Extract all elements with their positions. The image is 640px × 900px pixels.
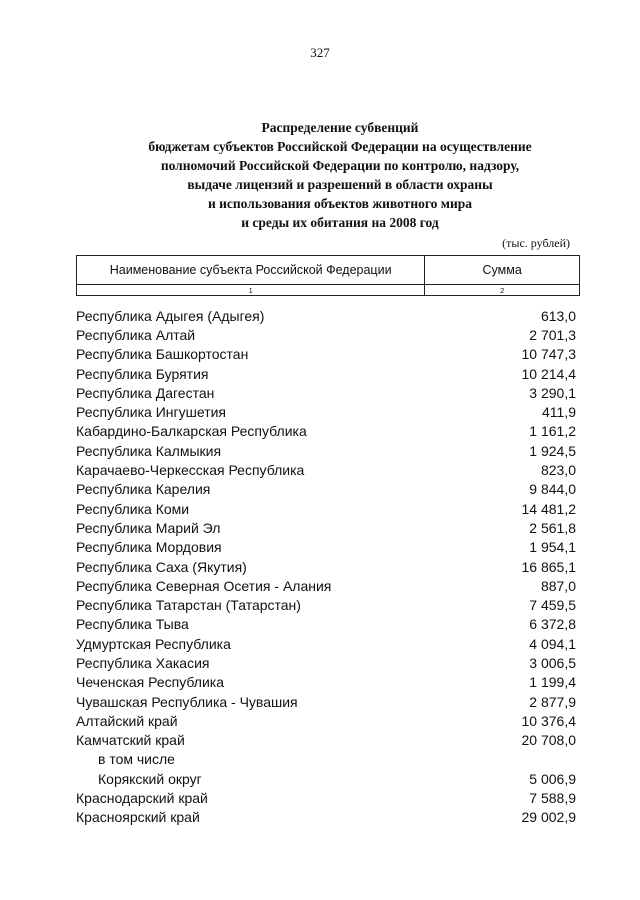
subvention-amount: 14 481,2 — [521, 500, 576, 517]
table-row — [76, 306, 580, 325]
region-name: Республика Тыва — [76, 616, 189, 633]
region-name: Республика Коми — [76, 500, 190, 517]
table-row — [76, 692, 580, 711]
table-row — [76, 538, 580, 557]
table-row — [76, 345, 580, 364]
region-name: Республика Татарстан (Татарстан) — [76, 597, 301, 614]
region-name: Республика Хакасия — [76, 654, 210, 671]
column-number-1: 1 — [77, 285, 425, 296]
table-row — [76, 769, 580, 788]
table-row — [76, 518, 580, 537]
region-name: Республика Ингушетия — [76, 404, 227, 421]
table-header — [76, 255, 580, 296]
table-row — [76, 653, 580, 672]
region-name: Республика Дагестан — [76, 384, 215, 401]
region-name: Кабардино-Балкарская Республика — [76, 423, 307, 440]
region-name: Чувашская Республика - Чувашия — [76, 693, 298, 710]
document-title — [70, 118, 610, 232]
subvention-amount: 4 094,1 — [529, 635, 576, 652]
subvention-amount: 10 747,3 — [521, 346, 576, 363]
title-line: и среды их обитания на 2008 год — [241, 215, 439, 230]
subvention-amount: 10 214,4 — [521, 365, 576, 382]
table-row — [76, 731, 580, 750]
region-name: Республика Калмыкия — [76, 442, 222, 459]
region-name: Республика Северная Осетия - Алания — [76, 577, 332, 594]
subvention-amount: 6 372,8 — [529, 616, 576, 633]
region-name: Чеченская Республика — [76, 674, 224, 691]
region-name: Краснодарский край — [76, 790, 208, 807]
region-name: Республика Мордовия — [76, 539, 222, 556]
subvention-amount: 10 376,4 — [521, 712, 576, 729]
title-line: и использования объектов животного мира — [207, 196, 472, 211]
region-name: Республика Адыгея (Адыгея) — [76, 307, 265, 324]
table-row — [76, 750, 580, 769]
subvention-amount: 2 561,8 — [529, 519, 576, 536]
table-row — [76, 460, 580, 479]
subvention-amount: 887,0 — [540, 577, 576, 594]
subvention-amount: 7 459,5 — [529, 597, 576, 614]
subvention-amount: 1 161,2 — [529, 423, 576, 440]
units-label: (тыс. рублей) — [502, 236, 570, 250]
region-name: Удмуртская Республика — [76, 635, 231, 652]
subvention-amount: 16 865,1 — [521, 558, 576, 575]
table-row — [76, 711, 580, 730]
region-name: Камчатский край — [76, 732, 185, 749]
subvention-amount: 29 002,9 — [521, 809, 576, 826]
title-line: выдаче лицензий и разрешений в области охраны — [187, 177, 493, 192]
table-row — [76, 364, 580, 383]
subvention-amount: 613,0 — [540, 307, 576, 324]
subvention-amount: 2 877,9 — [529, 693, 576, 710]
subvention-amount: 20 708,0 — [521, 732, 576, 749]
subvention-amount: 1 954,1 — [529, 539, 576, 556]
table-row — [76, 441, 580, 460]
table-row — [76, 402, 580, 421]
subvention-amount: 3 290,1 — [529, 384, 576, 401]
region-name: Корякский округ — [98, 770, 202, 787]
table-row — [76, 634, 580, 653]
subvention-amount: 5 006,9 — [529, 770, 576, 787]
region-name: Республика Алтай — [76, 326, 196, 343]
region-name: Республика Марий Эл — [76, 519, 221, 536]
table-row — [76, 383, 580, 402]
region-name: Красноярский край — [76, 809, 200, 826]
title-line: бюджетам субъектов Российской Федерации на осуществление — [148, 139, 532, 154]
region-name: в том числе — [98, 751, 175, 768]
table-row — [76, 595, 580, 614]
column-header-name: Наименование субъекта Российской Федерации — [77, 256, 425, 285]
subvention-amount: 411,9 — [542, 404, 576, 421]
table-row — [76, 615, 580, 634]
title-line: Распределение субвенций — [261, 120, 419, 135]
table-row — [76, 576, 580, 595]
subvention-amount: 1 199,4 — [529, 674, 576, 691]
region-name: Алтайский край — [76, 712, 178, 729]
region-name: Республика Карелия — [76, 481, 211, 498]
table-row — [76, 422, 580, 441]
subvention-amount: 3 006,5 — [529, 654, 576, 671]
column-number-2: 2 — [425, 285, 580, 296]
page-number: 327 — [310, 45, 330, 60]
table-row — [76, 808, 580, 827]
table-row — [76, 480, 580, 499]
table-row — [76, 325, 580, 344]
subvention-amount: 7 588,9 — [529, 790, 576, 807]
subvention-amount: 9 844,0 — [529, 481, 576, 498]
region-name: Республика Бурятия — [76, 365, 209, 382]
subvention-amount: 2 701,3 — [529, 326, 576, 343]
table-body — [76, 306, 580, 827]
subvention-amount: 1 924,5 — [529, 442, 576, 459]
subvention-amount: 823,0 — [540, 462, 576, 479]
table-row — [76, 788, 580, 807]
region-name: Карачаево-Черкесская Республика — [76, 462, 305, 479]
table-row — [76, 673, 580, 692]
table-row — [76, 557, 580, 576]
region-name: Республика Саха (Якутия) — [76, 558, 247, 575]
table-row — [76, 499, 580, 518]
column-header-sum: Сумма — [425, 256, 580, 285]
title-line: полномочий Российской Федерации по контролю, надзору, — [160, 158, 520, 173]
region-name: Республика Башкортостан — [76, 346, 249, 363]
